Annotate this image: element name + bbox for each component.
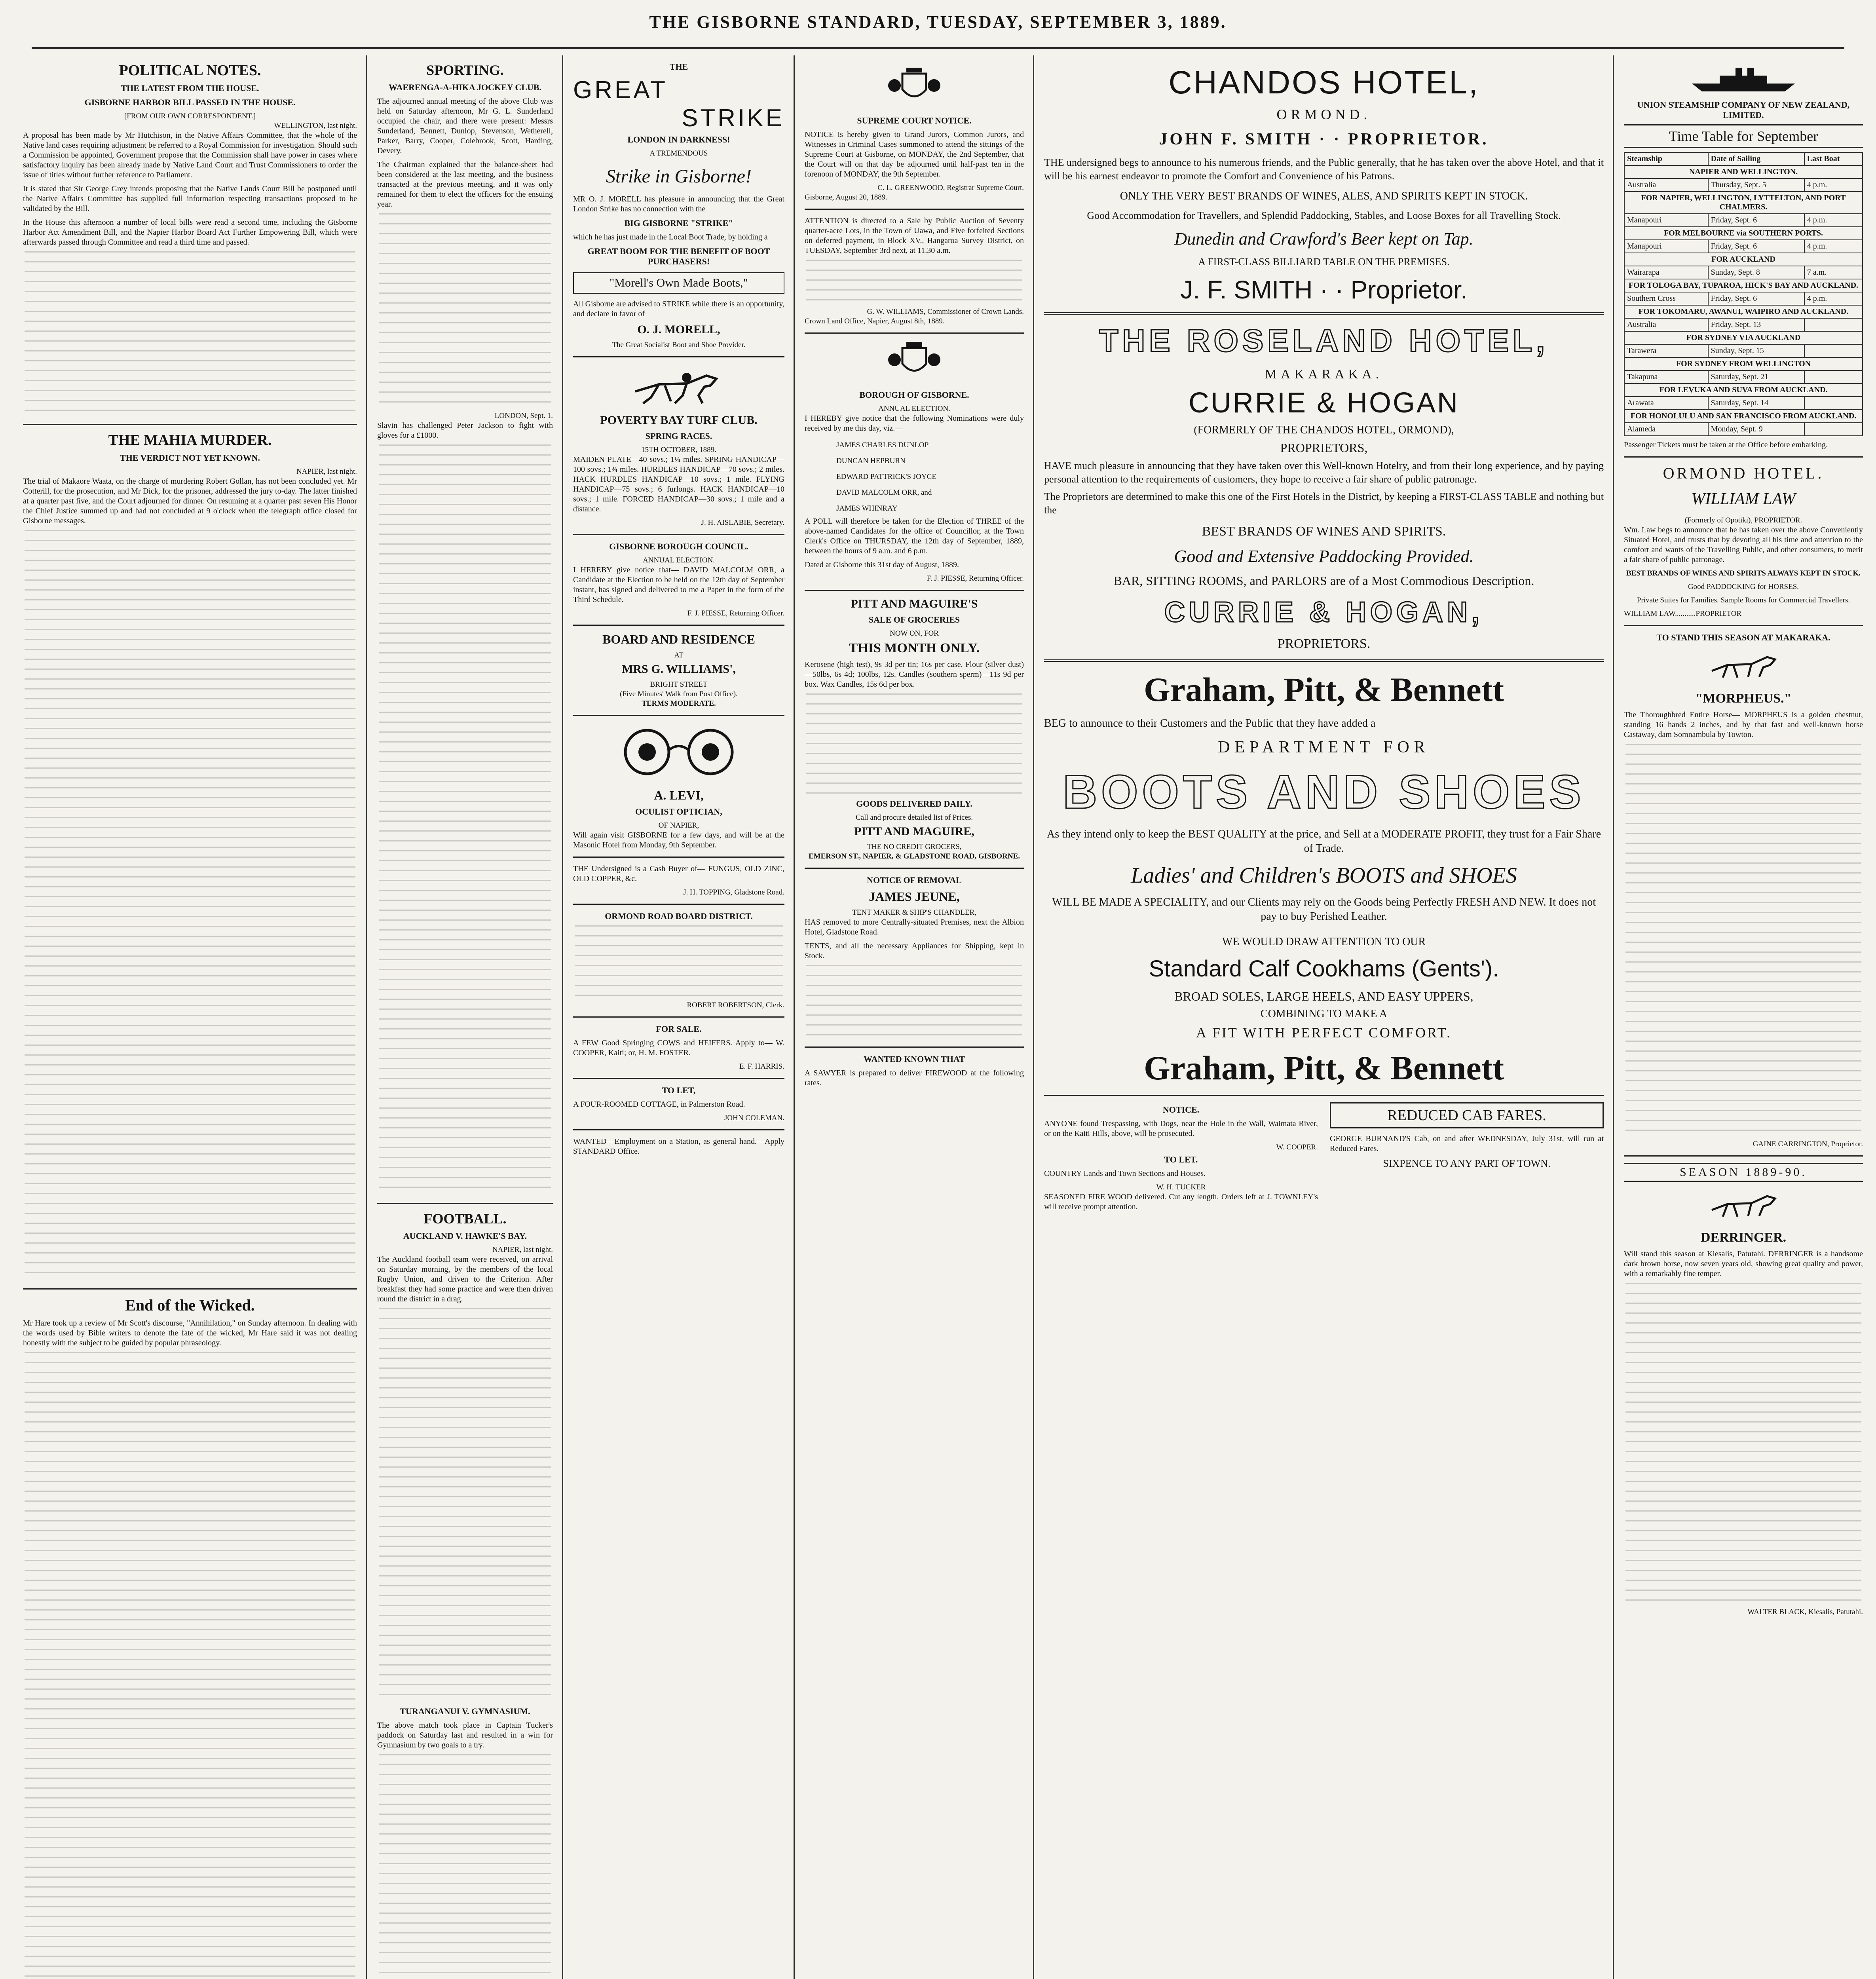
timetable-cell-date: Friday, Sept. 6 bbox=[1708, 214, 1804, 227]
timetable-cell-time bbox=[1804, 318, 1863, 331]
notice-ad bbox=[1044, 1102, 1318, 1216]
attention-line: WE WOULD DRAW ATTENTION TO OUR bbox=[1222, 936, 1426, 948]
roseland-hotel-title: THE ROSELAND HOTEL, bbox=[1099, 323, 1549, 358]
dateline: WELLINGTON, last night. bbox=[274, 122, 357, 130]
timetable-cell-date: Friday, Sept. 13 bbox=[1708, 318, 1804, 331]
chandos-hotel-title: CHANDOS HOTEL, bbox=[1168, 65, 1479, 101]
table-row bbox=[1624, 292, 1863, 305]
article-paragraph: The Auckland football team were received, on arrival on Saturday morning, by the members of the local Rugby Union, and driven to the Criterion. After breakfast they had some practice and were then driven round the district in a drag. bbox=[377, 1255, 553, 1303]
cookhams-line: Standard Calf Cookhams (Gents'). bbox=[1149, 956, 1499, 982]
timetable-destination-row bbox=[1624, 305, 1863, 318]
bottom-ads-row bbox=[1044, 1102, 1604, 1216]
pitt-address: EMERSON ST., NAPIER, & GLADSTONE ROAD, GISBORNE. bbox=[808, 852, 1020, 860]
tolet-text: A FOUR-ROOMED COTTAGE, in Palmerston Road. bbox=[573, 1100, 745, 1109]
timetable-cell-time bbox=[1804, 344, 1863, 357]
column-rule bbox=[794, 55, 795, 1979]
article-paragraph: In the House this afternoon a number of local bills were read a second time, including the Gisborne Harbor Act Amendment Bill, and the Napier Harbor Board Act Further Empowering Bill, which were afterwards passed through Committee and read a third time and passed. bbox=[23, 218, 357, 247]
great-heading: GREAT bbox=[573, 76, 668, 104]
destination: FOR NAPIER, WELLINGTON, LYTTELTON, AND PORT CHALMERS. bbox=[1624, 192, 1863, 214]
paddocking-line: Good and Extensive Paddocking Provided. bbox=[1174, 547, 1474, 566]
steamship-title: UNION STEAMSHIP COMPANY OF NEW ZEALAND, LIMITED. bbox=[1637, 100, 1850, 120]
department-line: DEPARTMENT FOR bbox=[1218, 738, 1430, 756]
seasoned-firewood: SEASONED FIRE WOOD delivered. Cut any length. Orders left at J. TOWNLEY's will receive prompt attention. bbox=[1044, 1193, 1318, 1211]
table-row bbox=[1624, 423, 1863, 436]
coat-of-arms-icon bbox=[885, 66, 944, 109]
sale-text: A FEW Good Springing COWS and HEIFERS. Apply to— W. COOPER, Kaiti; or, H. M. FOSTER. bbox=[573, 1039, 784, 1057]
pitt-month: THIS MONTH ONLY. bbox=[849, 641, 980, 655]
optician-name: A. LEVI, bbox=[654, 788, 704, 802]
ad-text: All Gisborne are advised to STRIKE while there is an opportunity, and declare in favor of bbox=[573, 300, 784, 318]
article-paragraph: The above match took place in Captain Tucker's paddock on Saturday last and resulted in a win for Gymnasium by two goals to a try. bbox=[377, 1721, 553, 1749]
football-title: FOOTBALL. bbox=[423, 1211, 507, 1227]
wanted-text: WANTED—Employment on a Station, as general hand.—Apply STANDARD Office. bbox=[573, 1137, 784, 1156]
ad-text: which he has just made in the Local Boot Trade, by holding a bbox=[573, 233, 768, 241]
timetable-cell-time: 4 p.m. bbox=[1804, 292, 1863, 305]
sale-title: FOR SALE. bbox=[656, 1024, 702, 1034]
destination: FOR AUCKLAND bbox=[1624, 253, 1863, 266]
pitt-cash: THE NO CREDIT GROCERS, bbox=[867, 843, 962, 851]
timetable-cell-ship: Takapuna bbox=[1624, 370, 1708, 384]
article-text-block bbox=[23, 530, 357, 1282]
divider bbox=[573, 534, 784, 535]
road-board-text bbox=[573, 925, 784, 1001]
dateline: NAPIER, last night. bbox=[492, 1246, 553, 1254]
law-formerly: (Formerly of Opotiki), PROPRIETOR. bbox=[1684, 516, 1802, 524]
article-paragraph: The adjourned annual meeting of the above Club was held on Saturday afternoon, Mr G. L. Sunderland occupied the chair, and there were present: Messrs Sunderland, Bennett, Dunlop, Stevenson, Wetherell, Parker, Barry, Cooper, Colebrook, Scott, Harding, Devery. bbox=[377, 97, 553, 155]
timetable-cell-date: Sunday, Sept. 8 bbox=[1708, 266, 1804, 279]
column-shipping bbox=[1617, 59, 1870, 1979]
timetable-cell-ship: Manapouri bbox=[1624, 214, 1708, 227]
races-date: 15TH OCTOBER, 1889. bbox=[641, 446, 716, 454]
column-rule bbox=[562, 55, 563, 1979]
jockey-club-head: WAERENGA-A-HIKA JOCKEY CLUB. bbox=[388, 82, 542, 92]
graham-pitt-bennett-title: Graham, Pitt, & Bennett bbox=[1143, 670, 1504, 708]
pitt-name: PITT AND MAGUIRE, bbox=[854, 825, 974, 838]
divider bbox=[573, 715, 784, 716]
column-header: Last Boat bbox=[1804, 152, 1863, 165]
optician-title: OCULIST OPTICIAN, bbox=[635, 807, 722, 817]
wanted-text: A SAWYER is prepared to deliver FIREWOOD at the following rates. bbox=[805, 1069, 1024, 1087]
turanganui-head: TURANGANUI V. GYMNASIUM. bbox=[400, 1706, 530, 1716]
table-row bbox=[1624, 344, 1863, 357]
table-row bbox=[1624, 214, 1863, 227]
election-title: GISBORNE BOROUGH COUNCIL. bbox=[609, 541, 748, 551]
board-note: (Five Minutes' Walk from Post Office). bbox=[620, 690, 738, 698]
derringer-name: DERRINGER. bbox=[1700, 1230, 1787, 1245]
timetable-cell-time: 4 p.m. bbox=[1804, 179, 1863, 192]
darkness-line: LONDON IN DARKNESS! bbox=[627, 135, 730, 144]
column-rule bbox=[1033, 55, 1034, 1979]
notice-title: NOTICE. bbox=[1162, 1105, 1200, 1115]
candidate: DUNCAN HEPBURN bbox=[836, 457, 906, 465]
political-subhead: THE LATEST FROM THE HOUSE. bbox=[121, 83, 259, 93]
court-date: Gisborne, August 20, 1889. bbox=[805, 193, 887, 201]
timetable-destination-row bbox=[1624, 384, 1863, 397]
land-office: Crown Land Office, Napier, August 8th, 1889. bbox=[805, 317, 945, 325]
jeune-more-text bbox=[805, 965, 1024, 1040]
timetable-cell-date: Monday, Sept. 9 bbox=[1708, 423, 1804, 436]
pitt-title: PITT AND MAGUIRE'S bbox=[851, 597, 978, 610]
board-street: BRIGHT STREET bbox=[650, 680, 708, 689]
destination: FOR HONOLULU AND SAN FRANCISCO FROM AUCKLAND. bbox=[1624, 410, 1863, 423]
timetable-cell-ship: Australia bbox=[1624, 179, 1708, 192]
article-text-block bbox=[23, 251, 357, 418]
ladies-line: Ladies' and Children's BOOTS and SHOES bbox=[1131, 863, 1517, 888]
best-brands-line: BEST BRANDS OF WINES AND SPIRITS. bbox=[1202, 524, 1446, 539]
board-name: MRS G. WILLIAMS', bbox=[622, 663, 736, 676]
court-signature: C. L. GREENWOOD, Registrar Supreme Court. bbox=[877, 184, 1024, 192]
turf-club-title: POVERTY BAY TURF CLUB. bbox=[600, 414, 758, 427]
pitt-price-list: Kerosene (high test), 9s 3d per tin; 16s per case. Flour (silver dust)—50lbs, 6s 4d; 100lbs, 12s. Candles (southern sperm)—11s 9d per box. Wax Candles, 15s 6d per box. bbox=[805, 660, 1024, 689]
morell-boots-box: "Morell's Own Made Boots," bbox=[573, 272, 784, 294]
divider bbox=[573, 904, 784, 905]
election-signature: F. J. PIESSE, Returning Officer. bbox=[687, 609, 784, 617]
shipping-timetable bbox=[1624, 152, 1863, 436]
article-text-block bbox=[377, 1754, 553, 1979]
currie-text: The Proprietors are determined to make this one of the First Hotels in the District, by keeping a FIRST-CLASS TABLE and nothing but the bbox=[1044, 491, 1604, 516]
smith-line: JOHN F. SMITH · · PROPRIETOR. bbox=[1159, 130, 1489, 148]
cab-fares-ad bbox=[1330, 1102, 1604, 1216]
divider bbox=[573, 1078, 784, 1079]
divider bbox=[1624, 456, 1863, 458]
tremendous-line: A TREMENDOUS bbox=[649, 149, 708, 158]
land-sale-text: ATTENTION is directed to a Sale by Public Auction of Seventy quarter-acre Lots, in the Town of Uawa, and Five forfeited Sections on deferred payment, in Block XV., Hangaroa Survey District, on TUESDAY, September 3rd next, at 11.30 a.m. bbox=[805, 217, 1024, 255]
spectacles-icon bbox=[608, 722, 750, 782]
timetable-title: Time Table for September bbox=[1624, 124, 1863, 148]
table-row bbox=[1624, 179, 1863, 192]
article-text-block bbox=[377, 444, 553, 1197]
currie-hogan-signature: CURRIE & HOGAN, bbox=[1164, 596, 1483, 628]
column-header: Steamship bbox=[1624, 152, 1708, 165]
law-text: Wm. Law begs to announce that he has taken over the above Conveniently Situated Hotel, and trusts that by devoting all his time and attention to the comfort and wants of the Travelling Public, and other consumers, to merit a fair share of public patronage. bbox=[1624, 526, 1863, 564]
divider bbox=[573, 857, 784, 858]
timetable-cell-ship: Australia bbox=[1624, 318, 1708, 331]
divider bbox=[377, 1203, 553, 1204]
article-paragraph: It is stated that Sir George Grey intends proposing that the Native Lands Court Bill be postponed until the Native Affairs Committee has supplied full information respecting transactions proposed to be validated by the Bill. bbox=[23, 184, 357, 213]
divider bbox=[1624, 1155, 1863, 1157]
tolet-signature: JOHN COLEMAN. bbox=[724, 1114, 784, 1122]
currie-formerly: (FORMERLY OF THE CHANDOS HOTEL, ORMOND), bbox=[1194, 424, 1454, 436]
divider bbox=[805, 332, 1024, 334]
cab-fares-sub: SIXPENCE TO ANY PART OF TOWN. bbox=[1383, 1158, 1551, 1169]
destination: FOR TOLOGA BAY, TUPAROA, HICK'S BAY AND AUCKLAND. bbox=[1624, 279, 1863, 292]
timetable-cell-time: 4 p.m. bbox=[1804, 214, 1863, 227]
article-paragraph: The Chairman explained that the balance-sheet had been considered at the last meeting, and the business transacted at the previous meeting, and it was only remained for them to elect the officers for the ensuing year. bbox=[377, 160, 553, 209]
table-header-row bbox=[1624, 152, 1863, 165]
timetable-cell-ship: Alameda bbox=[1624, 423, 1708, 436]
timetable-cell-ship: Manapouri bbox=[1624, 240, 1708, 253]
board-title: BOARD AND RESIDENCE bbox=[602, 632, 755, 646]
law-signature: WILLIAM LAW...........PROPRIETOR bbox=[1624, 610, 1742, 618]
harbour-headline: GISBORNE HARBOR BILL PASSED IN THE HOUSE. bbox=[84, 97, 296, 107]
dateline: NAPIER, last night. bbox=[296, 467, 357, 476]
morpheus-text: The Thoroughbred Entire Horse— MORPHEUS is a golden chestnut, standing 16 hands 2 inches, and by that fast and well-known horse Castaway, dam Somnambula by Towton. bbox=[1624, 710, 1863, 739]
borough-title: BOROUGH OF GISBORNE. bbox=[859, 390, 969, 400]
passenger-text: Passenger Tickets must be taken at the Office before embarking. bbox=[1624, 441, 1828, 449]
tolet-text: COUNTRY Lands and Town Sections and Houses. bbox=[1044, 1169, 1206, 1178]
timetable-destination-row bbox=[1624, 279, 1863, 292]
horse-icon bbox=[1704, 649, 1783, 685]
article-paragraph: The trial of Makaore Waata, on the charge of murdering Robert Gollan, has not been concluded yet. Mr Cotterill, for the prosecution, and Mr Dick, for the prisoner, addressed the jury to-day. The latter finished at a quarter past five, and the Court adjourned for dinner. On resuming at a quarter past seven His Honor the Chief Justice summed up and had not concluded at 9 o'clock when the telegraph office closed for Gisborne messages. bbox=[23, 477, 357, 525]
racehorse-icon bbox=[627, 364, 730, 407]
column-hotels bbox=[1037, 59, 1611, 1979]
divider bbox=[805, 868, 1024, 869]
timetable-destination-row bbox=[1624, 357, 1863, 370]
timetable-cell-ship: Tarawera bbox=[1624, 344, 1708, 357]
court-title: SUPREME COURT NOTICE. bbox=[857, 116, 972, 125]
bar-line: BAR, SITTING ROOMS, and PARLORS are of a Most Commodious Description. bbox=[1113, 574, 1534, 588]
candidate: DAVID MALCOLM ORR, and bbox=[836, 488, 932, 497]
jeune-name: JAMES JEUNE, bbox=[869, 889, 960, 904]
table-row bbox=[1624, 318, 1863, 331]
land-signature: G. W. WILLIAMS, Commissioner of Crown Lands. bbox=[867, 308, 1024, 316]
timetable-destination-row bbox=[1624, 331, 1863, 344]
article-text-block bbox=[377, 1308, 553, 1704]
timetable-cell-time: 7 a.m. bbox=[1804, 266, 1863, 279]
divider bbox=[573, 625, 784, 626]
column-rule bbox=[366, 55, 367, 1979]
timetable-cell-ship: Southern Cross bbox=[1624, 292, 1708, 305]
law-name: WILLIAM LAW bbox=[1691, 490, 1796, 508]
optician-of: OF NAPIER, bbox=[658, 821, 699, 830]
mahia-murder-title: THE MAHIA MURDER. bbox=[108, 432, 272, 448]
currie-hogan-title: CURRIE & HOGAN bbox=[1188, 387, 1460, 419]
timetable-cell-date: Friday, Sept. 6 bbox=[1708, 292, 1804, 305]
column-header: Date of Sailing bbox=[1708, 152, 1804, 165]
column-sporting bbox=[370, 59, 560, 1979]
column-rule bbox=[1613, 55, 1614, 1979]
derringer-text: Will stand this season at Kiesalis, Patutahi. DERRINGER is a handsome dark brown horse, now seven years old, showing great quality and power, with a remarkably fine temper. bbox=[1624, 1250, 1863, 1278]
accommodation-line: Good Accommodation for Travellers, and Splendid Paddocking, Stables, and Loose Boxes for all Travelling Stock. bbox=[1087, 210, 1561, 221]
strike-heading: STRIKE bbox=[682, 104, 784, 132]
boots-and-shoes: BOOTS AND SHOES bbox=[1063, 765, 1585, 819]
currie-signature-sub: PROPRIETORS. bbox=[1277, 636, 1371, 651]
law-brands: BEST BRANDS OF WINES AND SPIRITS ALWAYS KEPT IN STOCK. bbox=[1626, 569, 1861, 577]
table-row bbox=[1624, 240, 1863, 253]
auckland-head: AUCKLAND V. HAWKE'S BAY. bbox=[403, 1231, 527, 1241]
pitt-more-prices bbox=[805, 693, 1024, 796]
destination: FOR SYDNEY VIA AUCKLAND bbox=[1624, 331, 1863, 344]
board-at: AT bbox=[674, 651, 684, 659]
divider bbox=[23, 424, 357, 425]
tolet-signature: W. H. TUCKER bbox=[1156, 1183, 1206, 1191]
the-label: THE bbox=[669, 62, 688, 72]
borough-text: I HEREBY give notice that the following Nominations were duly received by me this day, viz.— bbox=[805, 414, 1024, 433]
jeune-text: TENTS, and all the necessary Appliances for Shipping, kept in Stock. bbox=[805, 942, 1024, 960]
borough-text: A POLL will therefore be taken for the Election of THREE of the above-named Candidates for the office of Councillor, at the Town Clerk's Office on THURSDAY, the 12th day of September, 1889, between the hours of 9 a.m. and 6 p.m. bbox=[805, 517, 1024, 555]
divider bbox=[573, 356, 784, 357]
timetable-cell-time bbox=[1804, 397, 1863, 410]
buyer-text: THE Undersigned is a Cash Buyer of— FUNGUS, OLD ZINC, OLD COPPER, &c. bbox=[573, 864, 784, 883]
candidate: JAMES CHARLES DUNLOP bbox=[836, 441, 929, 449]
law-private: Private Suites for Families. Sample Rooms for Commercial Travellers. bbox=[1637, 596, 1850, 604]
big-strike-line: BIG GISBORNE "STRIKE" bbox=[624, 218, 733, 228]
morell-signature: O. J. MORELL, bbox=[637, 323, 720, 336]
masthead-rule bbox=[32, 47, 1844, 49]
timetable-cell-ship: Arawata bbox=[1624, 397, 1708, 410]
divider bbox=[1044, 312, 1604, 315]
table-row bbox=[1624, 370, 1863, 384]
derringer-pedigree bbox=[1624, 1283, 1863, 1607]
timetable-cell-date: Sunday, Sept. 15 bbox=[1708, 344, 1804, 357]
billiard-line: A FIRST-CLASS BILLIARD TABLE ON THE PREMISES. bbox=[1198, 256, 1450, 268]
graham-pitt-bennett-title: Graham, Pitt, & Bennett bbox=[1143, 1049, 1504, 1087]
candidate: EDWARD PATTRICK'S JOYCE bbox=[836, 473, 936, 481]
brands-line: ONLY THE VERY BEST BRANDS OF WINES, ALES, AND SPIRITS KEPT IN STOCK. bbox=[1120, 190, 1528, 202]
notice-signature: W. COOPER. bbox=[1276, 1143, 1318, 1151]
steamship-icon bbox=[1684, 66, 1803, 93]
article-paragraph: Slavin has challenged Peter Jackson to fight with gloves for a £1000. bbox=[377, 421, 553, 440]
notice-text: ANYONE found Trespassing, with Dogs, near the Hole in the Wall, Waimata River, or on the Kaiti Hills, above, will be prosecuted. bbox=[1044, 1119, 1318, 1138]
land-sale-details bbox=[805, 260, 1024, 307]
coat-of-arms-icon bbox=[885, 340, 944, 384]
currie-proprietors: PROPRIETORS, bbox=[1280, 441, 1368, 455]
destination: FOR MELBOURNE via SOUTHERN PORTS. bbox=[1624, 227, 1863, 240]
ormond-hotel-title: ORMOND HOTEL. bbox=[1663, 464, 1824, 482]
smith-proprietor: J. F. SMITH · · Proprietor. bbox=[1180, 275, 1468, 304]
timetable-destination-row bbox=[1624, 253, 1863, 266]
pitt-now: NOW ON, FOR bbox=[890, 629, 939, 638]
timetable-cell-time bbox=[1804, 423, 1863, 436]
perfect-fit-line: A FIT WITH PERFECT COMFORT. bbox=[1196, 1025, 1452, 1041]
boom-line: GREAT BOOM FOR THE BENEFIT OF BOOT PURCHASERS! bbox=[587, 246, 770, 266]
dateline: LONDON, Sept. 1. bbox=[494, 412, 553, 420]
morell-signature-sub: The Great Socialist Boot and Shoe Provider. bbox=[612, 341, 746, 349]
cab-fares-text: GEORGE BURNAND'S Cab, on and after WEDNESDAY, July 31st, will run at Reduced Fares. bbox=[1330, 1134, 1604, 1153]
divider bbox=[1044, 1095, 1604, 1096]
divider bbox=[805, 1046, 1024, 1048]
morpheus-pedigree bbox=[1624, 744, 1863, 1140]
broad-soles-line: BROAD SOLES, LARGE HEELS, AND EASY UPPERS, bbox=[1174, 989, 1473, 1003]
masthead: THE GISBORNE STANDARD, TUESDAY, SEPTEMBER 3, 1889. bbox=[649, 12, 1227, 32]
chandos-place: ORMOND. bbox=[1276, 106, 1371, 122]
column-political bbox=[16, 59, 364, 1979]
timetable-cell-ship: Wairarapa bbox=[1624, 266, 1708, 279]
goods-delivered: GOODS DELIVERED DAILY. bbox=[856, 799, 972, 809]
divider bbox=[573, 1016, 784, 1018]
column-strike-ads bbox=[566, 59, 792, 1979]
timetable-destination-row bbox=[1624, 227, 1863, 240]
borough-sub: ANNUAL ELECTION. bbox=[878, 405, 950, 413]
buyer-signature: J. H. TOPPING, Gladstone Road. bbox=[683, 888, 784, 896]
season-line: SEASON 1889-90. bbox=[1624, 1163, 1863, 1182]
pitt-sub: SALE OF GROCERIES bbox=[868, 615, 960, 625]
wanted-title: WANTED KNOWN THAT bbox=[864, 1054, 965, 1064]
combining-line: COMBINING TO MAKE A bbox=[1260, 1008, 1388, 1020]
timetable-destination-row bbox=[1624, 192, 1863, 214]
candidate: JAMES WHINRAY bbox=[836, 504, 898, 513]
walter-signature: WALTER BLACK, Kiesalis, Patutahi. bbox=[1747, 1608, 1863, 1616]
call-line: Call and procure detailed list of Prices. bbox=[856, 813, 973, 822]
jeune-text: HAS removed to more Centrally-situated Premises, next the Albion Hotel, Gladstone Road. bbox=[805, 918, 1024, 936]
article-text-block bbox=[23, 1352, 357, 1979]
road-board-signature: ROBERT ROBERTSON, Clerk. bbox=[687, 1001, 784, 1009]
tolet-title: TO LET. bbox=[1164, 1155, 1198, 1164]
road-board-title: ORMOND ROAD BOARD DISTRICT. bbox=[605, 911, 753, 921]
sale-signature: E. F. HARRIS. bbox=[739, 1062, 784, 1071]
end-of-wicked-title: End of the Wicked. bbox=[125, 1296, 255, 1314]
destination: NAPIER AND WELLINGTON. bbox=[1624, 165, 1863, 179]
beer-line: Dunedin and Crawford's Beer kept on Tap. bbox=[1174, 229, 1473, 249]
divider bbox=[23, 1288, 357, 1290]
column-notices bbox=[797, 59, 1031, 1979]
stand-title: TO STAND THIS SEASON AT MAKARAKA. bbox=[1656, 632, 1830, 642]
timetable-destination-row bbox=[1624, 410, 1863, 423]
speciality-line: WILL BE MADE A SPECIALITY, and our Clients may rely on the Goods being Perfectly FRESH AND NEW. It does not pay to buy Perished Leather. bbox=[1052, 896, 1596, 923]
timetable-cell-time: 4 p.m. bbox=[1804, 240, 1863, 253]
election-sub: ANNUAL ELECTION. bbox=[643, 556, 715, 564]
divider bbox=[1044, 659, 1604, 662]
gpb-text: As they intend only to keep the BEST QUALITY at the price, and Sell at a MODERATE PROFIT, they trust for a Fair Share of Trade. bbox=[1047, 828, 1601, 855]
divider bbox=[805, 590, 1024, 591]
timetable-cell-date: Saturday, Sept. 14 bbox=[1708, 397, 1804, 410]
carrington-signature: GAINE CARRINGTON, Proprietor. bbox=[1753, 1140, 1863, 1148]
sporting-title: SPORTING. bbox=[426, 62, 504, 78]
timetable-cell-date: Friday, Sept. 6 bbox=[1708, 240, 1804, 253]
destination: FOR SYDNEY FROM WELLINGTON bbox=[1624, 357, 1863, 370]
horse-icon bbox=[1704, 1188, 1783, 1224]
turf-secretary: J. H. AISLABIE, Secretary. bbox=[701, 518, 784, 527]
verdict-subhead: THE VERDICT NOT YET KNOWN. bbox=[120, 453, 260, 463]
destination: FOR TOKOMARU, AWANUI, WAIPIRO AND AUCKLAND. bbox=[1624, 305, 1863, 318]
divider bbox=[805, 209, 1024, 210]
destination: FOR LEVUKA AND SUVA FROM AUCKLAND. bbox=[1624, 384, 1863, 397]
roseland-place: MAKARAKA. bbox=[1265, 367, 1383, 382]
currie-text: HAVE much pleasure in announcing that they have taken over this Well-known Hotelry, and from their long experience, and by paying personal attention to the requirements of customers, they hope to receive a fair share of public patronage. bbox=[1044, 460, 1604, 485]
borough-dated: Dated at Gisborne this 31st day of August, 1889. bbox=[805, 560, 959, 569]
optician-text: Will again visit GISBORNE for a few days, and will be at the Masonic Hotel from Monday, 9th September. bbox=[573, 831, 784, 849]
candidate-list bbox=[836, 437, 1024, 517]
law-paddock: Good PADDOCKING for HORSES. bbox=[1688, 583, 1799, 591]
timetable-body bbox=[1624, 165, 1863, 436]
table-row bbox=[1624, 266, 1863, 279]
races-list: MAIDEN PLATE—40 sovs.; 1¼ miles. SPRING HANDICAP—100 sovs.; 1¾ miles. HURDLES HANDICAP—70 sovs.; 2 miles. HACK HURDLES HANDICAP—10 sovs.; 1 mile. FLYING HANDICAP—75 sovs.; 6 furlongs. HACK HANDICAP—10 sovs.; 1 mile. FORCED HANDICAP—30 sovs.; 1 mile and a distance. bbox=[573, 455, 784, 513]
tolet-title: TO LET, bbox=[662, 1085, 696, 1095]
borough-signature: F. J. PIESSE, Returning Officer. bbox=[927, 574, 1024, 583]
strike-gisborne: Strike in Gisborne! bbox=[606, 166, 752, 187]
ad-text: MR O. J. MORELL has pleasure in announcing that the Great London Strike has no connection with the bbox=[573, 195, 784, 213]
correspondent-line: [FROM OUR OWN CORRESPONDENT.] bbox=[124, 112, 256, 120]
timetable-cell-date: Saturday, Sept. 21 bbox=[1708, 370, 1804, 384]
table-row bbox=[1624, 397, 1863, 410]
timetable-destination-row bbox=[1624, 165, 1863, 179]
timetable-cell-date: Thursday, Sept. 5 bbox=[1708, 179, 1804, 192]
divider bbox=[1624, 625, 1863, 626]
article-paragraph: A proposal has been made by Mr Hutchison, in the Native Affairs Committee, that the whole of the Native land cases requiring adjustment be referred to a Royal Commission for investigation. Should such a Commission be appointed, Government propose that the Commission shall have power in cases where satisfactory inquiry has been already made by Native Land Court and Trust Commissioners to order the issue of titles without further reference to Parliament. bbox=[23, 131, 357, 179]
article-text-block bbox=[377, 213, 553, 411]
article-paragraph: Mr Hare took up a review of Mr Scott's discourse, "Annihilation," on Sunday afternoon. In dealing with the words used by Bible writers to denote the fate of the wicked, Mr Hare said it was not dealing honestly with the subject to be guided by popular phraseology. bbox=[23, 1319, 357, 1347]
morpheus-name: "MORPHEUS." bbox=[1695, 691, 1792, 706]
removal-title: NOTICE OF REMOVAL bbox=[867, 875, 962, 885]
gpb-text: BEG to announce to their Customers and the Public that they have added a bbox=[1044, 717, 1376, 729]
timetable-cell-time bbox=[1804, 370, 1863, 384]
court-text: NOTICE is hereby given to Grand Jurors, Common Jurors, and Witnesses in Criminal Cases summoned to attend the sittings of the Supreme Court at Gisborne, on MONDAY, the 2nd September, that the Court will on that day be adjourned until half-past ten in the forenoon of MONDAY, the 9th September. bbox=[805, 130, 1024, 179]
chandos-text: THE undersigned begs to announce to his numerous friends, and the Public generally, that he has taken over the above Hotel, and that it will be his earnest endeavor to promote the Comfort and Convenience of his Patrons. bbox=[1044, 157, 1604, 182]
cab-fares-title: REDUCED CAB FARES. bbox=[1330, 1102, 1604, 1128]
election-text: I HEREBY give notice that— DAVID MALCOLM ORR, a Candidate at the Election to be held on the 12th day of September instant, has signed and delivered to me a Paper in the form of the Third Schedule. bbox=[573, 566, 784, 604]
political-notes-title: POLITICAL NOTES. bbox=[119, 62, 261, 79]
spring-races: SPRING RACES. bbox=[645, 431, 712, 441]
jeune-trade: TENT MAKER & SHIP'S CHANDLER, bbox=[852, 908, 976, 917]
divider bbox=[573, 1129, 784, 1130]
board-terms: TERMS MODERATE. bbox=[642, 699, 716, 708]
